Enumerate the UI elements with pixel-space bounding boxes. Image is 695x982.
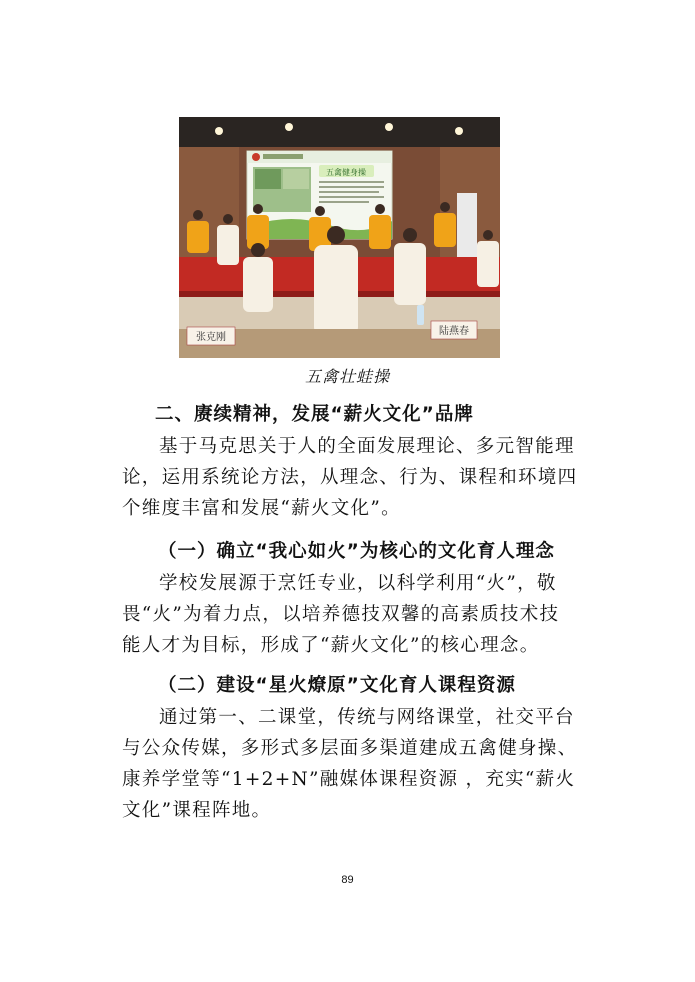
banner-title: 五禽健身操 [326, 168, 366, 177]
subsection-heading-2: （二）建设“星火燎原”文化育人课程资源 [158, 675, 516, 696]
subsection-paragraph-2 [122, 702, 578, 826]
performance-illustration [179, 117, 500, 358]
subsection-heading-1: （一）确立“我心如火”为核心的文化育人理念 [158, 541, 555, 562]
figure-caption: 五禽壮蛙操 [304, 367, 390, 386]
paragraph-text: 基于马克思关于人的全面发展理论、多元智能理论，运用系统论方法，从理念、行为、课程和环境四个维度丰富和发展“薪火文化”。 [122, 436, 578, 519]
name-card-left: 张克刚 [196, 332, 226, 343]
name-card-right: 陆燕春 [439, 326, 469, 337]
paragraph-text: 学校发展源于烹饪专业，以科学利用“火”，敬畏“火”为着力点，以培养德技双馨的高素质技术技能人才为目标，形成了“薪火文化”的核心理念。 [122, 573, 560, 656]
section-heading: 二、赓续精神，发展“薪火文化”品牌 [155, 404, 474, 425]
subsection-paragraph-1 [122, 568, 578, 661]
paragraph-text: 通过第一、二课堂，传统与网络课堂，社交平台与公众传媒，多形式多层面多渠道建成五禽健身操、康养学堂等“1+2+N”融媒体课程资源 ，充实“薪火文化”课程阵地。 [122, 707, 578, 821]
performance-photo [179, 117, 500, 358]
page-number: 89 [341, 874, 354, 886]
section-paragraph [122, 431, 578, 524]
